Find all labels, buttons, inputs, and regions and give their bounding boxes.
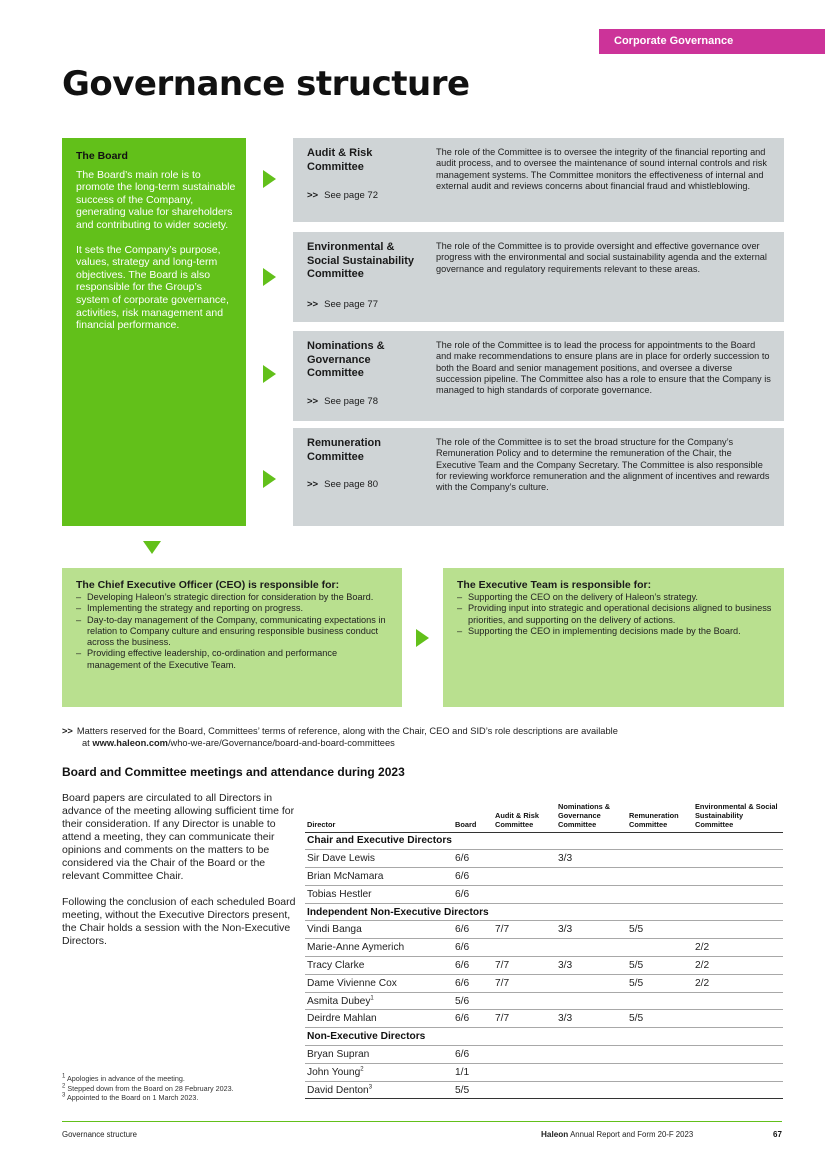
arrow-down-icon [143, 541, 161, 554]
committee-name: Environmental & Social Sustainability Committee [307, 241, 414, 280]
board-box [62, 138, 246, 526]
column-header: Remuneration Committee [627, 795, 693, 832]
page-number: 67 [773, 1130, 782, 1139]
see-page-link[interactable]: >> See page 80 [307, 479, 378, 490]
board-heading: The Board [76, 150, 128, 162]
see-marker: >> [307, 190, 319, 201]
table-row: Sir Dave Lewis 6/6 3/3 [305, 850, 783, 868]
list-item: – Supporting the CEO in implementing decisions made by the Board. [457, 626, 774, 637]
committee-audit-risk [293, 138, 784, 222]
committee-description: The role of the Committee is to oversee the integrity of the financial reporting and audit process, and to oversee the maintenance of sound internal controls and risk management systems. The Committee monitors the effectiveness of internal and external audit and reviews concerns about financial fraud and whistleblowing. [436, 147, 767, 191]
list-item: – Implementing the strategy and reporting on progress. [76, 603, 392, 614]
attendance-table [305, 795, 783, 1099]
committee-description: The role of the Committee is to provide oversight and effective governance over progress with the environmental and social sustainability agenda and the external governance and regulatory requirements relevant to these areas. [436, 241, 767, 274]
executive-team-box [443, 568, 784, 707]
committee-description: The role of the Committee is to lead the process for appointments to the Board and make recommendations to ensure plans are in place for orderly succession to both the Board and senior management positions, and oversee a diverse succession pipeline. The Committee also has a role to ensure that the Company is managed to high standards of corporate governance. [436, 340, 771, 396]
list-item: – Providing input into strategic and operational decisions aligned to business priorities, and supporting on the delivery of actions. [457, 603, 774, 626]
footer-divider [62, 1121, 782, 1122]
table-row: John Young$^2$ 1/1 [305, 1063, 783, 1081]
footer-section-name: Governance structure [62, 1130, 137, 1139]
see-marker: >> [307, 479, 319, 490]
footer-brand: Haleon [541, 1130, 569, 1139]
intro-paragraph: Following the conclusion of each scheduled Board meeting, without the Executive Directors present, the Chair holds a session with the Non-Executive Directors. [62, 896, 296, 947]
matters-text: Matters reserved for the Board, Committees’ terms of reference, along with the Chair, CEO and SID’s role descriptions are available [76, 726, 618, 736]
column-header: Board [453, 795, 493, 832]
column-header: Environmental & Social Sustainability Committee [693, 795, 783, 832]
board-paragraph: The Board’s main role is to promote the long-term sustainable success of the Company, generating value for shareholders and contributing to wider society. [76, 168, 236, 231]
footnotes [62, 1074, 292, 1103]
arrow-right-icon [263, 170, 276, 188]
page-title: Governance structure [62, 64, 470, 104]
arrow-right-icon [263, 365, 276, 383]
arrow-right-icon [263, 268, 276, 286]
exec-list [457, 592, 774, 637]
see-marker: >> [62, 726, 73, 736]
table-group-row: Chair and Executive Directors [305, 832, 783, 850]
committee-name: Remuneration Committee [307, 437, 381, 463]
haleon-governance-link[interactable]: www.haleon.com/who-we-are/Governance/board-and-board-committees [92, 738, 395, 748]
intro-paragraph: Board papers are circulated to all Directors in advance of the meeting allowing sufficient time for their consideration. If any Director is unable to attend a meeting, they can communicate their opinions and comments on the matters to be considered via the Chair of the Board or the relevant Committee Chair. [62, 792, 295, 882]
column-header: Director [305, 795, 453, 832]
column-header: Nominations & Governance Committee [556, 795, 627, 832]
footnote: $^3$ Appointed to the Board on 1 March 2023. [62, 1092, 199, 1102]
table-header-row [305, 795, 783, 832]
column-header: Audit & Risk Committee [493, 795, 556, 832]
list-item: – Supporting the CEO on the delivery of Haleon’s strategy. [457, 592, 774, 603]
footnote: $^1$ Apologies in advance of the meeting. [62, 1073, 185, 1083]
meetings-intro [62, 792, 297, 961]
footer-report-title: Haleon Annual Report and Form 20-F 2023 [541, 1130, 694, 1139]
table-row: Dame Vivienne Cox 6/6 7/7 5/5 2/2 [305, 974, 783, 992]
exec-heading: The Executive Team is responsible for: [457, 579, 652, 591]
see-page-link[interactable]: >> See page 78 [307, 396, 378, 407]
matters-reserved-note: >> Matters reserved for the Board, Committees’ terms of reference, along with the Chair, CEO and SID’s role descriptions are available at www.haleon.com/who-we-are/Governance/board-and-board-committees [62, 726, 618, 748]
see-page-link[interactable]: >> See page 72 [307, 190, 378, 201]
section-tag: Corporate Governance [599, 29, 825, 54]
see-marker: >> [307, 299, 319, 310]
list-item: – Providing effective leadership, co-ordination and performance management of the Executive Team. [76, 648, 392, 671]
arrow-right-icon [263, 470, 276, 488]
table-row: Bryan Supran 6/6 [305, 1046, 783, 1064]
table-row: Tracy Clarke 6/6 7/7 3/3 5/5 2/2 [305, 957, 783, 975]
table-row: Tobias Hestler 6/6 [305, 885, 783, 903]
table-group-row: Independent Non-Executive Directors [305, 903, 783, 921]
ceo-box [62, 568, 402, 707]
arrow-right-icon [416, 629, 429, 647]
table-row: Asmita Dubey$^1$ 5/6 [305, 992, 783, 1010]
footnote: $^2$ Stepped down from the Board on 28 February 2023. [62, 1083, 234, 1093]
see-marker: >> [307, 396, 319, 407]
table-row: David Denton$^3$ 5/5 [305, 1081, 783, 1099]
committee-nominations-governance [293, 331, 784, 421]
see-page-link[interactable]: >> See page 77 [307, 299, 378, 310]
ceo-heading: The Chief Executive Officer (CEO) is responsible for: [76, 579, 340, 591]
ceo-list [76, 592, 392, 671]
committee-remuneration [293, 428, 784, 526]
committee-description: The role of the Committee is to set the broad structure for the Company’s Remuneration Policy and to determine the remuneration of the Chair, the Executive Team and the Company Secretary. The Committee is also responsible for reviewing workforce remuneration and the alignment of incentives and rewards with the Company’s culture. [436, 437, 770, 493]
committee-name: Nominations & Governance Committee [307, 340, 385, 379]
committee-environmental-social [293, 232, 784, 322]
table-row: Brian McNamara 6/6 [305, 868, 783, 886]
table-row: Marie-Anne Aymerich 6/6 2/2 [305, 939, 783, 957]
board-paragraph: It sets the Company’s purpose, values, strategy and long-term objectives. The Board is also responsible for the Group’s system of corporate governance, activities, risk management and financial performance. [76, 243, 229, 332]
list-item: – Day-to-day management of the Company, communicating expectations in relation to Company culture and ensuring responsible business conduct across the business. [76, 615, 392, 649]
table-row: Vindi Banga 6/6 7/7 3/3 5/5 [305, 921, 783, 939]
list-item: – Developing Haleon’s strategic direction for consideration by the Board. [76, 592, 392, 603]
table-row: Deirdre Mahlan 6/6 7/7 3/3 5/5 [305, 1010, 783, 1028]
table-group-row: Non-Executive Directors [305, 1028, 783, 1046]
meetings-title: Board and Committee meetings and attendance during 2023 [62, 765, 405, 779]
committee-name: Audit & Risk Committee [307, 147, 373, 173]
